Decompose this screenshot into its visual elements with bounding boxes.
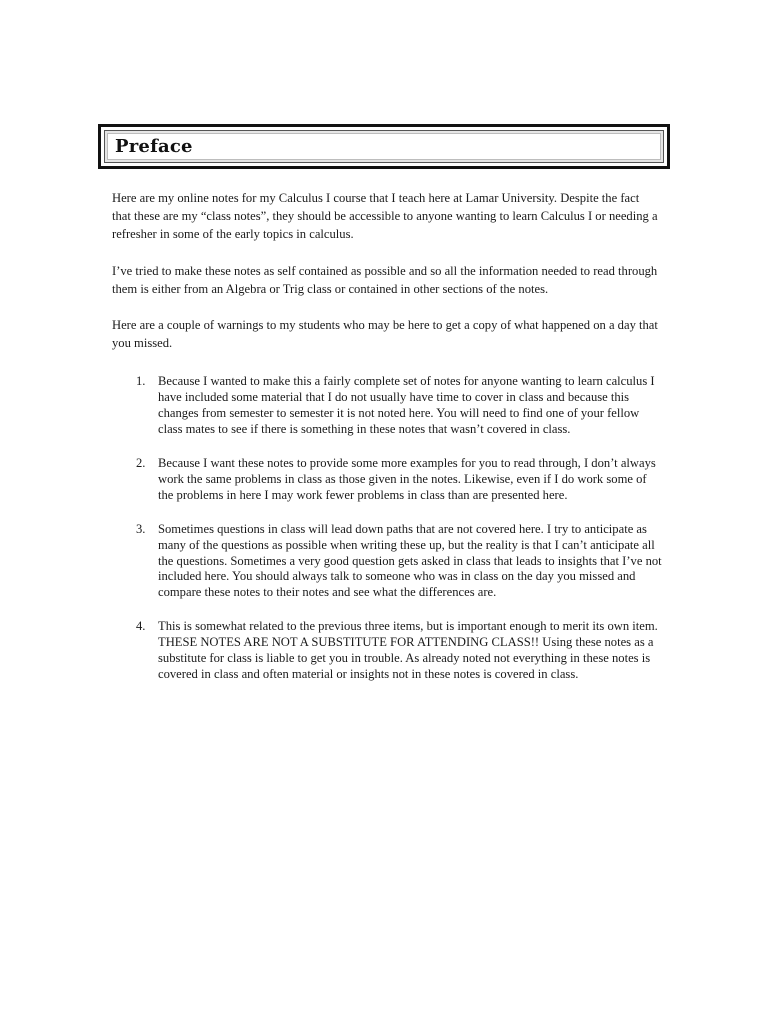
list-item	[112, 374, 663, 438]
document-body	[112, 189, 660, 701]
list-item-text: Sometimes questions in class will lead down paths that are not covered here. I try to anticipate as many of the questions as possible when writing these up, but the reality is that I can’t anticipate all the questions. Sometimes a very good question gets asked in class that leads to insights that I’ve not included here. You should always talk to someone who was in class on the day you missed and compare these notes to their notes and see what the differences are.	[158, 521, 662, 600]
list-item	[112, 456, 663, 504]
title-frame	[104, 130, 664, 163]
intro-paragraph: Here are my online notes for my Calculus I course that I teach here at Lamar University. Despite the fact that these are my “class notes”, they should be accessible to anyone wanting to learn Calculus I or needing a refresher in some of the early topics in calculus.	[112, 191, 658, 242]
warnings-intro-paragraph: Here are a couple of warnings to my students who may be here to get a copy of what happened on a day that you missed.	[112, 318, 658, 351]
title-box	[98, 124, 670, 169]
list-item-number: 1.	[136, 374, 146, 389]
list-item-text: Because I want these notes to provide some more examples for you to read through, I don’t always work the same problems in class as those given in the notes. Likewise, even if I do work some of the problems in here I may work fewer problems in class than are presented here.	[158, 456, 656, 502]
list-item-number: 4.	[136, 619, 146, 634]
warnings-list	[112, 374, 660, 683]
list-item	[112, 522, 663, 602]
list-item-number: 2.	[136, 456, 146, 471]
list-item-text: This is somewhat related to the previous three items, but is important enough to merit its own item. THESE NOTES ARE NOT A SUBSTITUTE FOR ATTENDING CLASS!! Using these notes as a substitute for class is liable to get you in trouble. As already noted not everything in these notes is covered in class and often material or insights not in these notes is covered in class.	[158, 619, 658, 682]
list-item	[112, 619, 663, 683]
list-item-text: Because I wanted to make this a fairly complete set of notes for anyone wanting to learn calculus I have included some material that I do not usually have time to cover in class and because this changes from semester to semester it is not noted here. You will need to find one of your fellow class mates to see if there is something in these notes that wasn’t covered in class.	[158, 374, 655, 437]
page-title: Preface	[115, 136, 193, 157]
self-contained-paragraph: I’ve tried to make these notes as self contained as possible and so all the information needed to read through them is either from an Algebra or Trig class or contained in other sections of the notes.	[112, 263, 658, 296]
list-item-number: 3.	[136, 521, 146, 536]
